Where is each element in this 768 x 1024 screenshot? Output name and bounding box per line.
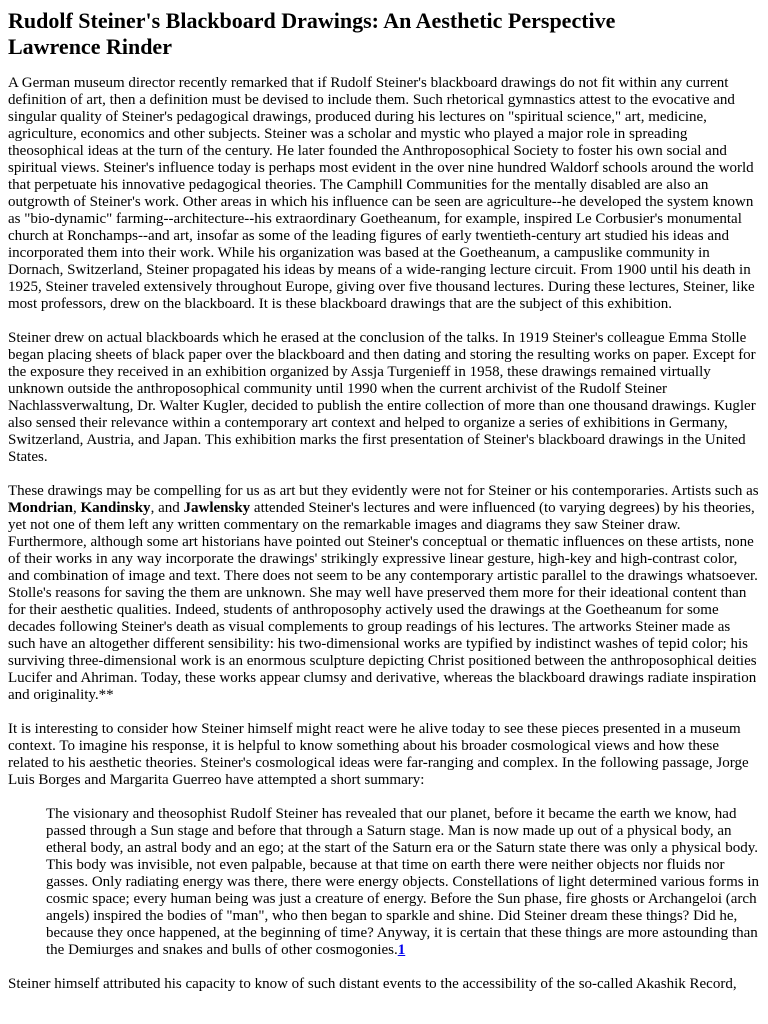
artist-name-kandinsky: Kandinsky bbox=[80, 500, 151, 516]
article-author: Lawrence Rinder bbox=[8, 34, 172, 59]
borges-quote bbox=[46, 806, 760, 959]
paragraph-3-body: attended Steiner's lectures and were influenced (to varying degrees) by his theories, yet not one of them left any written commentary on the remarkable images and diagrams they saw Steiner draw. Furthermore, although some art historians have pointed out Steiner's conceptual or thematic influences on these artists, none of their works in any way incorporate the drawings' strikingly expressive linear gesture, high-key and high-contrast color, and combination of image and text. There does not seem to be any contemporary artistic parallel to the drawings whatsoever. Stolle's reasons for saving the them are unknown. She may well have preserved them more for their ideational content than for their aesthetic qualities. Indeed, students of anthroposophy actively used the drawings at the Goetheanum for some decades following Steiner's death as visual complements to group readings of his lectures. The artworks Steiner made as such have an altogether different sensibility: his two-dimensional works are typified by indistinct washes of tepid color; his surviving three-dimensional work is an enormous sculpture depicting Christ positioned between the anthroposophical deities Lucifer and Ahriman. Today, these works appear clumsy and derivative, whereas the blackboard drawings radiate inspiration and originality.** bbox=[8, 500, 758, 703]
article-title: Rudolf Steiner's Blackboard Drawings: An Aesthetic Perspective bbox=[8, 8, 616, 33]
paragraph-2: Steiner drew on actual blackboards which he erased at the conclusion of the talks. In 1919 Steiner's colleague Emma Stolle began placing sheets of black paper over the blackboard and then dating and storing the resulting works on paper. Except for the exposure they received in an exhibition organized by Assja Turgenieff in 1958, these drawings remained virtually unknown outside the anthroposophical community until 1990 when the current archivist of the Rudolf Steiner Nachlassverwaltung, Dr. Walter Kugler, decided to publish the entire collection of more than one thousand drawings. Kugler also sensed their relevance within a contemporary art context and helped to organize a series of exhibitions in Germany, Switzerland, Austria, and Japan. This exhibition marks the first presentation of Steiner's blackboard drawings in the United States. bbox=[8, 330, 756, 465]
artist-name-jawlensky: Jawlensky bbox=[183, 500, 251, 516]
paragraph-1: A German museum director recently remarked that if Rudolf Steiner's blackboard drawings do not fit within any current definition of art, then a definition must be devised to include them. Such rhetorical gymnastics attest to the evocative and singular quality of Steiner's pedagogical drawings, produced during his lectures on "spiritual science," art, medicine, agriculture, economics and other subjects. Steiner was a scholar and mystic who played a major role in spreading theosophical ideas at the turn of the century. He later founded the Anthroposophical Society to foster his own social and spiritual views. Steiner's influence today is perhaps most evident in the over nine hundred Waldorf schools around the world that perpetuate his innovative pedagogical theories. The Camphill Communities for the mentally disabled are also an outgrowth of Steiner's work. Other areas in which his influence can be seen are agriculture--he developed the system known as "bio-dynamic" farming--architecture--his extraordinary Goetheanum, for example, inspired Le Corbusier's monumental church at Ronchamps--and art, insofar as some of the leading figures of early twentieth-century art studied his ideas and incorporated them into their work. While his organization was based at the Goetheanum, a campuslike community in Dornach, Switzerland, Steiner propagated his ideas by means of a wide-ranging lecture circuit. From 1900 until his death in 1925, Steiner traveled extensively throughout Europe, giving over five thousand lectures. During these lectures, Steiner, like most professors, drew on the blackboard. It is these blackboard drawings that are the subject of this exhibition. bbox=[8, 75, 755, 312]
quote-text: The visionary and theosophist Rudolf Steiner has revealed that our planet, before it became the earth we know, had passed through a Sun stage and before that through a Saturn stage. Man is now made up out of a physical body, an etheral body, an astral body and an ego; at the start of the Saturn era or the Saturn state there was only a physical body. This body was invisible, not even palpable, because at that time on earth there were neither objects nor fluids nor gasses. Only radiating energy was there, there were energy objects. Constellations of light determined various forms in cosmic space; every human being was just a creature of energy. Before the Sun phase, fire ghosts or Archangeloi (arch angels) inspired the bodies of "man", who then began to sparkle and shine. Did Steiner dream these things? Did he, because they once happened, at the beginning of time? Anyway, it is certain that these things are more astounding than the Demiurges and snakes and bulls of other cosmogonies. bbox=[46, 806, 760, 958]
separator-2: , and bbox=[150, 500, 184, 516]
paragraph-5: Steiner himself attributed his capacity to know of such distant events to the accessibility of the so-called Akashik Record, bbox=[8, 976, 737, 992]
artist-name-mondrian: Mondrian bbox=[8, 500, 74, 516]
paragraph-4: It is interesting to consider how Steiner himself might react were he alive today to see these pieces presented in a museum context. To imagine his response, it is helpful to know something about his broader cosmological views and how these related to his aesthetic theories. Steiner's cosmological ideas were far-ranging and complex. In the following passage, Jorge Luis Borges and Margarita Guerreo have attempted a short summary: bbox=[8, 721, 749, 788]
paragraph-3-intro: These drawings may be compelling for us as art but they evidently were not for Steiner or his contemporaries. Artists such as bbox=[8, 483, 759, 499]
footnote-link[interactable]: 1 bbox=[397, 942, 406, 958]
page-title bbox=[8, 8, 760, 60]
separator-1: , bbox=[73, 500, 81, 516]
paragraph-3 bbox=[8, 483, 760, 704]
